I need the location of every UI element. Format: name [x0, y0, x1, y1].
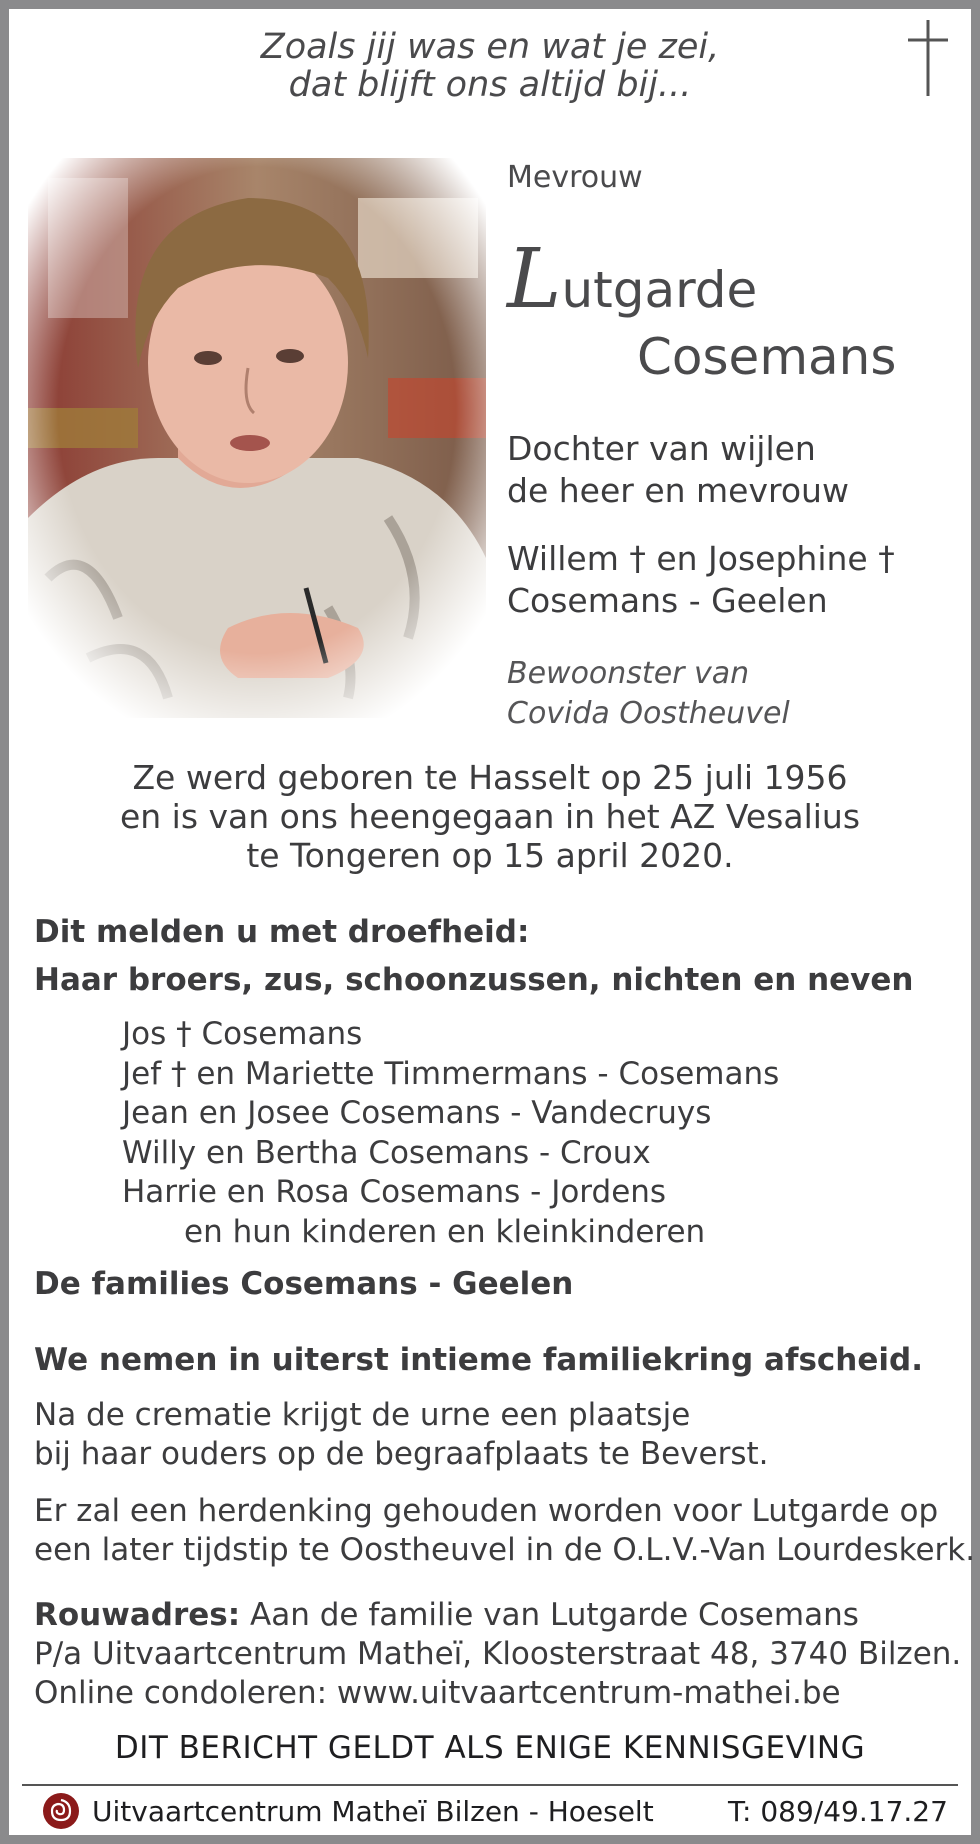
- honorific: Mevrouw: [507, 160, 643, 195]
- cremation-line-2: bij haar ouders op de begraafplaats te Beverst.: [34, 1436, 769, 1472]
- memorial-line-2: een later tijdstip te Oostheuvel in de O.L.V.-Van Lourdeskerk.: [34, 1532, 976, 1568]
- family-name-item: Jef † en Mariette Timmermans - Cosemans: [122, 1055, 780, 1092]
- funeral-home-phone: T: 089/49.17.27: [728, 1795, 948, 1828]
- family-header: Haar broers, zus, schoonzussen, nichten en neven: [34, 962, 914, 998]
- birth-line-1: Ze werd geboren te Hasselt op 25 juli 1956: [132, 758, 848, 797]
- contact-label: Rouwadres:: [34, 1597, 241, 1633]
- first-name-initial: L: [507, 232, 562, 327]
- residence-line-1: Bewoonster van: [507, 656, 750, 691]
- family-name-item: Jean en Josee Cosemans - Vandecruys: [122, 1095, 712, 1131]
- memorial-text: [34, 1492, 975, 1570]
- relation-line-1: Dochter van wijlen: [507, 429, 816, 468]
- relation-line-2: de heer en mevrouw: [507, 471, 849, 510]
- residence: [507, 654, 790, 734]
- children-line: en hun kinderen en kleinkinderen: [184, 1213, 706, 1250]
- relation-line-4: Cosemans - Geelen: [507, 581, 828, 620]
- birth-line-2: en is van ons heengegaan in het AZ Vesalius: [119, 797, 861, 836]
- rose-icon: [42, 1792, 80, 1830]
- birth-line-3: te Tongeren op 15 april 2020.: [246, 836, 734, 875]
- contact-line-1: Aan de familie van Lutgarde Cosemans: [250, 1597, 859, 1633]
- family-name-item: Harrie en Rosa Cosemans - Jordens: [122, 1174, 667, 1210]
- last-name: Cosemans: [637, 328, 897, 386]
- cremation-text: [34, 1396, 768, 1474]
- funeral-home-name: Uitvaartcentrum Matheï Bilzen - Hoeselt: [92, 1795, 654, 1828]
- family-names-list: [122, 1015, 779, 1252]
- cross-icon: [904, 18, 954, 98]
- portrait-photo: [28, 158, 486, 718]
- contact-line-2: P/a Uitvaartcentrum Matheï, Kloosterstraat 48, 3740 Bilzen.: [34, 1636, 962, 1672]
- quote-line-1: Zoals jij was en wat je zei,: [260, 27, 720, 67]
- family-name-item: Jos † Cosemans: [122, 1016, 363, 1052]
- birth-death-info: [0, 758, 980, 875]
- first-name: [507, 232, 757, 327]
- announce-intro: Dit melden u met droefheid:: [34, 914, 530, 950]
- family-name-item: Willy en Bertha Cosemans - Croux: [122, 1134, 651, 1171]
- memorial-line-1: Er zal een herdenking gehouden worden voor Lutgarde op: [34, 1493, 939, 1529]
- farewell-line: We nemen in uiterst intieme familiekring afscheid.: [34, 1342, 923, 1378]
- cremation-line-1: Na de crematie krijgt de urne een plaatsje: [34, 1397, 691, 1433]
- contact-block: [34, 1596, 961, 1713]
- residence-line-2: Covida Oostheuvel: [507, 696, 790, 731]
- first-name-rest: utgarde: [561, 261, 758, 319]
- notice-banner: DIT BERICHT GELDT ALS ENIGE KENNISGEVING: [114, 1730, 866, 1766]
- relation-line-3: Willem † en Josephine †: [507, 539, 895, 578]
- memorial-quote: [0, 28, 980, 104]
- contact-line-3: Online condoleren: www.uitvaartcentrum-mathei.be: [34, 1675, 841, 1711]
- families-line: De families Cosemans - Geelen: [34, 1266, 574, 1302]
- quote-line-2: dat blijft ons altijd bij...: [288, 65, 692, 105]
- footer-divider: [22, 1784, 958, 1786]
